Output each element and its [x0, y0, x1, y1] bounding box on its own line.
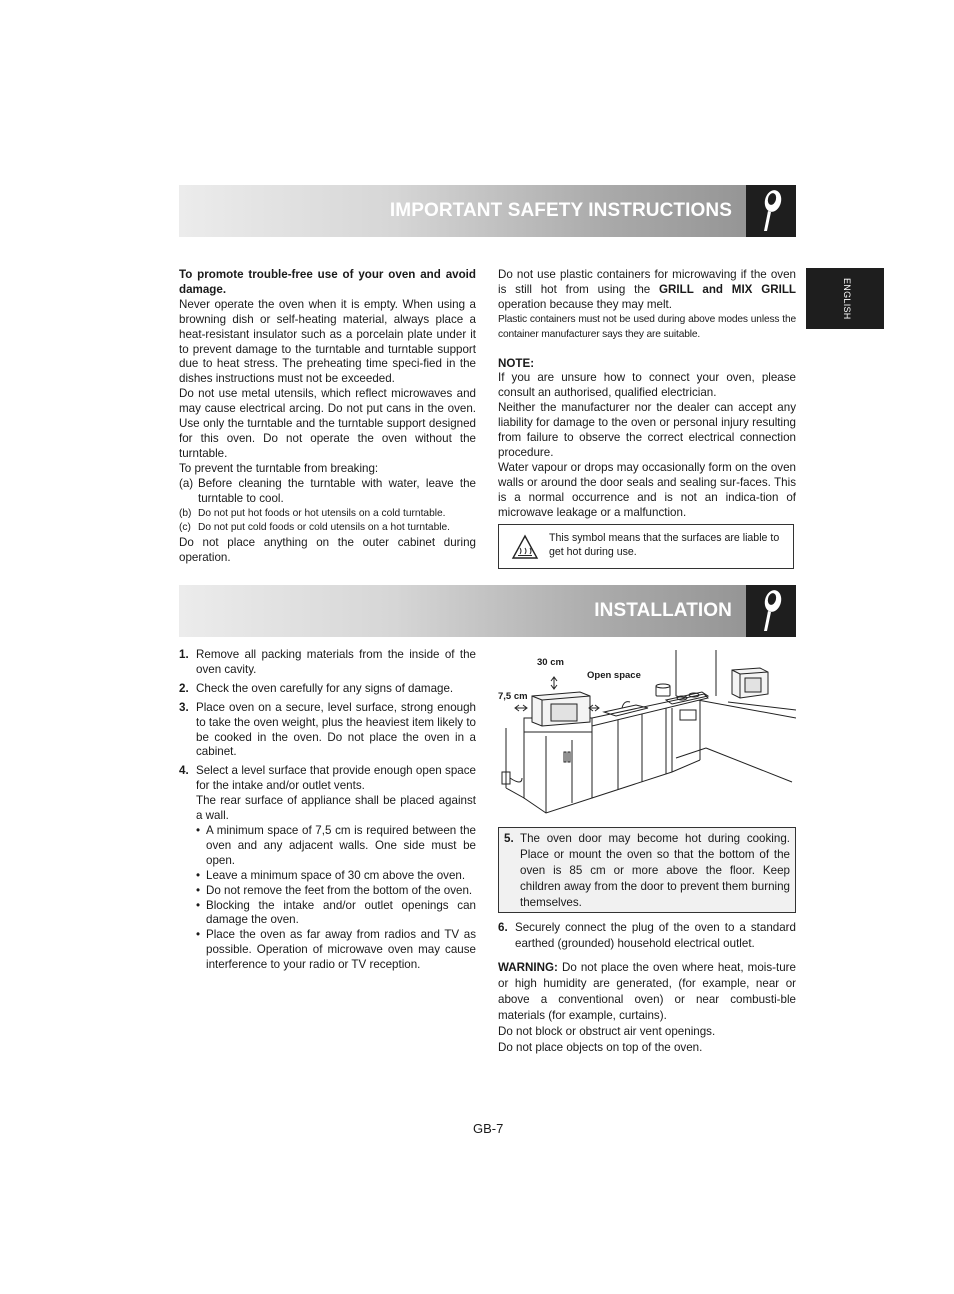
- step4-text: Select a level surface that provide enough open space for the intake and/or outlet vents.: [196, 764, 476, 793]
- door-heat-notice: 5. The oven door may become hot during cooking. Place or mount the oven so that the bottom of the oven is 85 cm or more above the floor. Keep children away from the door to prevent them burning themselves.: [498, 827, 796, 913]
- safety-right-column: [498, 268, 796, 521]
- hot-surface-text: This symbol means that the surfaces are liable to get hot during use.: [549, 532, 780, 558]
- installation-step: 6. Securely connect the plug of the oven to a standard earthed (grounded) household electrical outlet.: [498, 921, 796, 950]
- list-item: • A minimum space of 7,5 cm is required between the oven and any adjacent walls. One side must be open.: [196, 823, 476, 867]
- turntable-item-b: (b) Do not put hot foods or hot utensils on a cold turntable.: [179, 507, 446, 519]
- note-heading: NOTE:: [498, 356, 535, 370]
- installation-steps: [179, 648, 476, 977]
- door-heat-text: The oven door may become hot during cooking. Place or mount the oven so that the bottom of the oven is 85 cm or more above the floor. Keep children away from the door to prevent them burning themselves.: [520, 832, 790, 909]
- installation-step: 4. Select a level surface that provide enough open space for the intake and/or outlet vents. The rear surface of appliance shall be placed against a wall. • A minimum space of 7,5 cm is required between the oven and any adjacent walls. One side must be open. • Leave a minimum space of 30 cm above the oven. • Do not remove the feet from the bottom of the oven. • Blocking the intake and/or outlet openings can damage the oven. • Place the oven as far away from radios and TV as possible. Operation of microwave oven may cause interference to your radio or TV reception.: [179, 764, 476, 972]
- note-paragraph: If you are unsure how to connect your oven, please consult an authorised, qualified electrician.: [498, 371, 796, 400]
- safety-banner: [179, 185, 796, 237]
- list-item: • Leave a minimum space of 30 cm above the oven.: [196, 868, 466, 882]
- plastic-note: Plastic containers must not be used during above modes unless the container manufacturer says they are suitable.: [498, 313, 796, 340]
- list-item: • Blocking the intake and/or outlet openings can damage the oven.: [196, 898, 476, 927]
- note-paragraph: Neither the manufacturer nor the dealer can accept any liability for damage to the oven or personal injury resulting from failure to observe the correct electrical connection procedure.: [498, 401, 796, 459]
- safety-paragraph: Do not use metal utensils, which reflect microwaves and may cause electrical arcing. Do not put cans in the oven. Use only the turntable and the turntable support designed for this oven. Do not operate the oven without the turntable.: [179, 387, 476, 460]
- safety-paragraph: To prevent the turntable from breaking:: [179, 461, 379, 475]
- safety-title: IMPORTANT SAFETY INSTRUCTIONS: [389, 200, 732, 221]
- safety-heading: To promote trouble-free use of your oven and avoid damage.: [179, 268, 476, 296]
- turntable-item-a: (a) Before cleaning the turntable with water, leave the turntable to cool.: [179, 476, 476, 505]
- warning-paragraph: WARNING: Do not place the oven where heat, mois-ture or high humidity are generated, (for example, near or above a conventional oven) or near combusti-ble materials (for example, curtains).: [498, 961, 796, 1022]
- language-label: ENGLISH: [842, 278, 852, 320]
- installation-title: INSTALLATION: [594, 600, 732, 621]
- hot-surface-icon: [511, 534, 539, 565]
- top-space-label: 30 cm: [537, 657, 564, 668]
- open-space-label: Open space: [587, 670, 641, 681]
- turntable-item-c: (c) Do not put cold foods or cold utensils on a hot turntable.: [179, 522, 451, 534]
- step4-text: The rear surface of appliance shall be placed against a wall.: [196, 794, 476, 823]
- warning-paragraph: Do not place objects on top of the oven.: [498, 1041, 703, 1054]
- info-icon: [746, 585, 796, 637]
- safety-paragraph: Do not place anything on the outer cabinet during operation.: [179, 536, 476, 565]
- installation-step: 3. Place oven on a secure, level surface, strong enough to take the oven weight, plus the heaviest item likely to be cooked in the oven. Do not place the oven in a cabinet.: [179, 700, 476, 759]
- hot-surface-notice: [498, 524, 794, 569]
- plastic-warning: Do not use plastic containers for microwaving if the oven is still hot from using the GRILL and MIX GRILL operation because they may melt.: [498, 268, 796, 311]
- space-requirements: [196, 824, 476, 973]
- installation-step: 2. Check the oven carefully for any signs of damage.: [179, 681, 454, 695]
- info-icon: [746, 185, 796, 237]
- language-tab[interactable]: [806, 268, 884, 329]
- installation-illustration: [496, 648, 796, 816]
- safety-paragraph: Never operate the oven when it is empty. When using a browning dish or self-heating material, always place a heat-resistant insulator such as a porcelain plate under it to prevent damage to the turntable and turntable support due to heat stress. The preheating time speci-fied in the dishes instructions must not be exceeded.: [179, 297, 476, 386]
- warning-paragraph: Do not block or obstruct air vent openings.: [498, 1025, 716, 1038]
- installation-step: 1. Remove all packing materials from the inside of the oven cavity.: [179, 648, 476, 676]
- installation-right-column: [498, 920, 796, 1056]
- list-item: • Place the oven as far away from radios and TV as possible. Operation of microwave oven may cause interference to your radio or TV reception.: [196, 928, 476, 972]
- note-paragraph: Water vapour or drops may occasionally form on the oven walls or around the door seals and sealing sur-faces. This is a normal occurrence and is not an indica-tion of microwave leakage or a malfunction.: [498, 460, 796, 519]
- safety-left-column: [179, 268, 476, 566]
- list-item: • Do not remove the feet from the bottom of the oven.: [196, 883, 473, 897]
- side-space-label: 7,5 cm: [498, 691, 528, 702]
- installation-banner: [179, 585, 796, 637]
- page-number: GB-7: [473, 1121, 504, 1136]
